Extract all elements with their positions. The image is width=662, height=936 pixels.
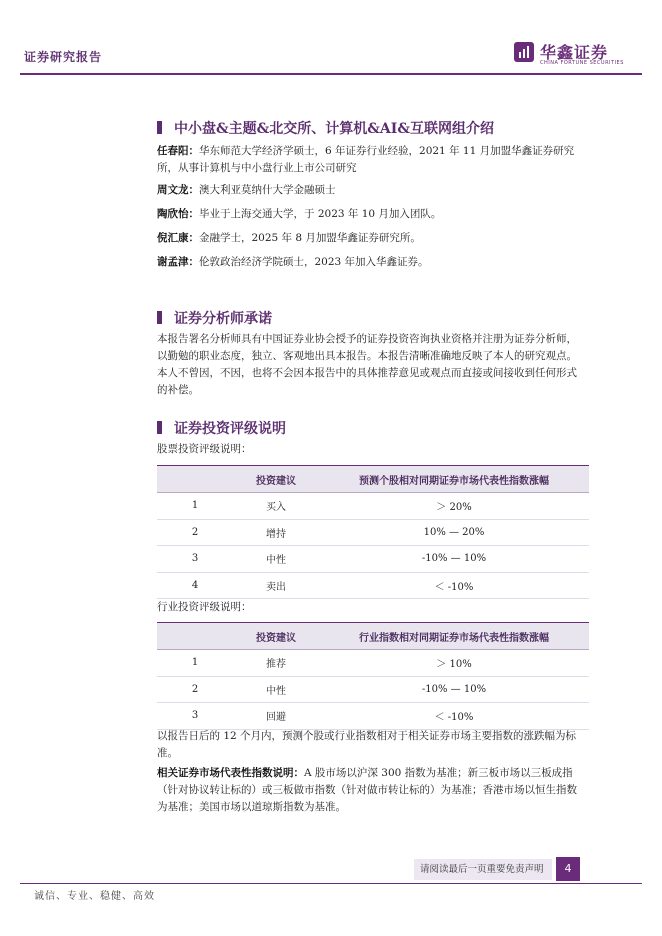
member-renchunyang: 任春阳：华东师范大学经济学硕士，6 年证券行业经验，2021 年 11 月加盟华鑫证券研究所，从事计算机与中小盘行业上市公司研究 <box>157 145 575 174</box>
table-header-cell: 投资建议 <box>233 623 319 650</box>
team-section-heading: 中小盘&主题&北交所、计算机&AI&互联网组介绍 <box>157 118 494 138</box>
table-cell: ＜ -10% <box>319 703 589 730</box>
table-row <box>157 650 589 677</box>
member-zhouwenlong: 周文龙：澳大利亚莫纳什大学金融硕士 <box>157 184 336 196</box>
industry-rating-label: 行业投资评级说明： <box>157 601 252 613</box>
table-row <box>157 572 589 599</box>
table-cell: 3 <box>157 703 233 730</box>
table-cell: 1 <box>157 650 233 677</box>
page-number: 4 <box>556 857 580 881</box>
table-cell: 10% — 20% <box>319 519 589 546</box>
stock-rating-label: 股票投资评级说明： <box>157 443 252 455</box>
table-cell: 买入 <box>233 493 319 520</box>
report-type-label: 证券研究报告 <box>24 50 103 64</box>
logo-subtext: CHINA FORTUNE SECURITIES <box>540 60 624 66</box>
header-divider <box>20 73 642 75</box>
heading-bar-icon <box>157 421 162 434</box>
table-cell: 中性 <box>233 546 319 573</box>
commitment-heading: 证券分析师承诺 <box>157 308 272 328</box>
table-cell: 4 <box>157 572 233 599</box>
table-cell: -10% — 10% <box>319 546 589 573</box>
table-cell: 3 <box>157 546 233 573</box>
table-row <box>157 676 589 703</box>
table-header-cell: 预测个股相对同期证券市场代表性指数涨幅 <box>319 466 589 493</box>
table-cell: 2 <box>157 676 233 703</box>
member-xiemengjin: 谢孟津：伦敦政治经济学院硕士，2023 年加入华鑫证券。 <box>157 256 429 268</box>
table-header-cell: 投资建议 <box>233 466 319 493</box>
table-header-cell <box>157 466 233 493</box>
footer-motto: 诚信、专业、稳健、高效 <box>34 891 155 902</box>
company-logo <box>514 40 634 70</box>
table-row <box>157 703 589 730</box>
heading-bar-icon <box>157 121 162 134</box>
rating-note: 以报告日后的 12 个月内，预测个股或行业指数相对于相关证券市场主要指数的涨跌幅为标准。 <box>157 730 577 759</box>
table-cell: ＞ 20% <box>319 493 589 520</box>
table-cell: -10% — 10% <box>319 676 589 703</box>
table-header-row <box>157 466 589 493</box>
table-cell: ＞ 10% <box>319 650 589 677</box>
table-cell: 1 <box>157 493 233 520</box>
member-nihuikang: 倪汇康：金融学士，2025 年 8 月加盟华鑫证券研究所。 <box>157 232 421 244</box>
disclaimer-notice: 请阅读最后一页重要免责声明 <box>414 859 552 880</box>
footer-divider <box>20 883 642 884</box>
table-row <box>157 493 589 520</box>
stock-rating-table <box>157 465 589 599</box>
index-explanation: 相关证券市场代表性指数说明：A 股市场以沪深 300 指数为基准；新三板市场以三板成指（针对协议转让标的）或三板做市指数（针对做市转让标的）为基准；香港市场以恒生指数为基准；美国市场以道琼斯指数为基准。 <box>157 767 577 813</box>
member-taoxinyi: 陶欣怡：毕业于上海交通大学，于 2023 年 10 月加入团队。 <box>157 208 442 220</box>
table-cell: 回避 <box>233 703 319 730</box>
heading-bar-icon <box>157 311 162 324</box>
logo-icon <box>514 42 534 62</box>
table-cell: 2 <box>157 519 233 546</box>
table-cell: 中性 <box>233 676 319 703</box>
table-cell: 推荐 <box>233 650 319 677</box>
table-header-row <box>157 623 589 650</box>
logo-text: 华鑫证券 <box>540 43 609 62</box>
industry-rating-table <box>157 622 589 730</box>
table-cell: ＜ -10% <box>319 572 589 599</box>
table-header-cell <box>157 623 233 650</box>
table-row <box>157 519 589 546</box>
table-row <box>157 546 589 573</box>
commitment-text: 本报告署名分析师具有中国证券业协会授予的证券投资咨询执业资格并注册为证券分析师，以勤勉的职业态度，独立、客观地出具本报告。本报告清晰准确地反映了本人的研究观点。本人不曾因，不因，也将不会因本报告中的具体推荐意见或观点而直接或间接收到任何形式的补偿。 <box>157 333 577 396</box>
table-cell: 增持 <box>233 519 319 546</box>
table-cell: 卖出 <box>233 572 319 599</box>
table-header-cell: 行业指数相对同期证券市场代表性指数涨幅 <box>319 623 589 650</box>
rating-heading: 证券投资评级说明 <box>157 418 286 438</box>
